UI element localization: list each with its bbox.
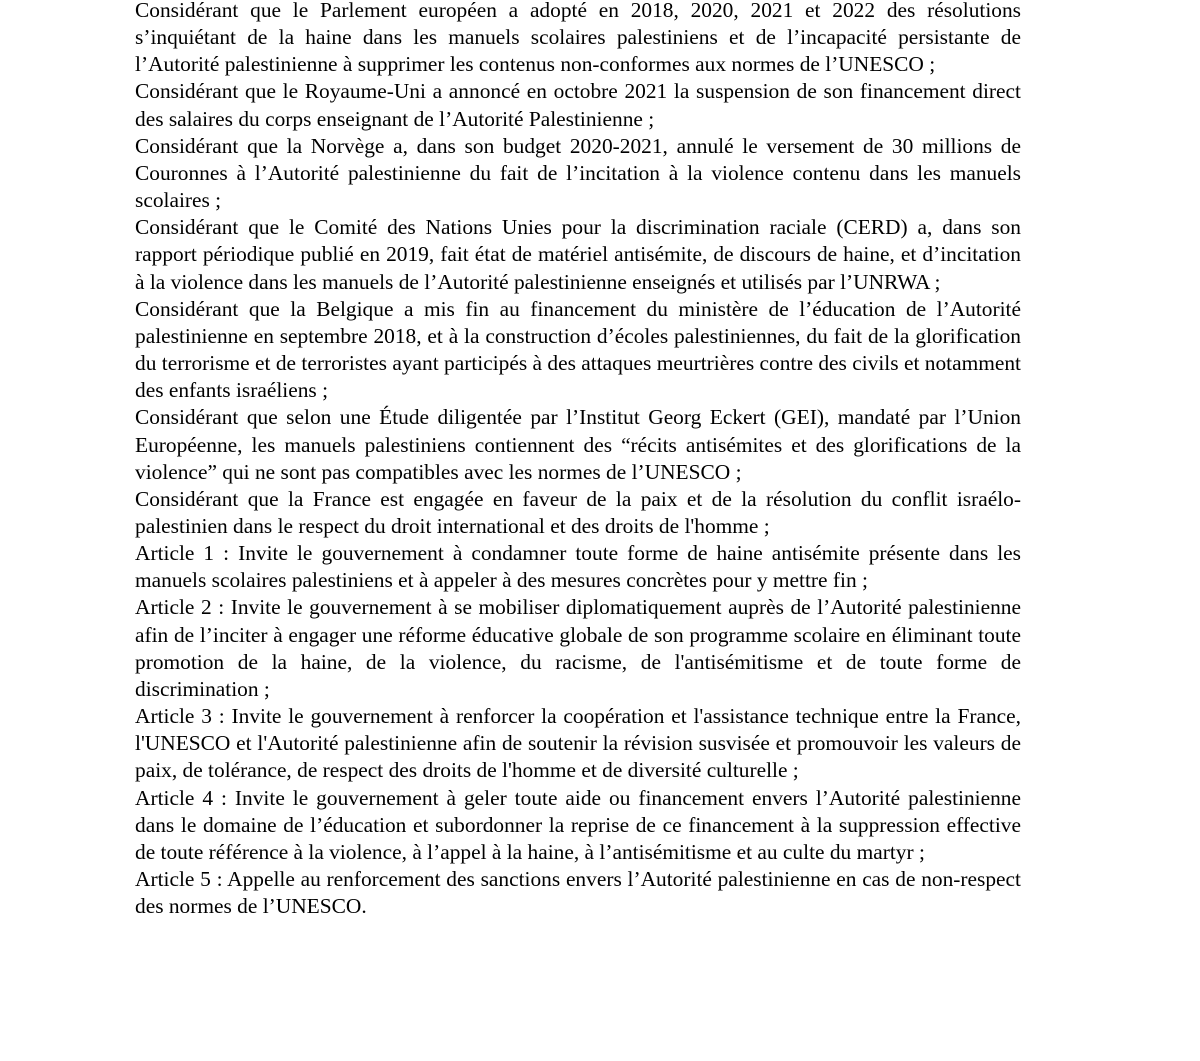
article-4: Article 4 : Invite le gouvernement à geler toute aide ou financement envers l’Autorité palestinienne dans le domaine de l’éducation et subordonner la reprise de ce financement à la suppression effective de toute référence à la violence, à l’appel à la haine, à l’antisémitisme et au culte du martyr ; — [135, 785, 1021, 864]
considerant-france: Considérant que la France est engagée en faveur de la paix et de la résolution du conflit israélo-palestinien dans le respect du droit international et des droits de l'homme ; — [135, 486, 1021, 538]
article-5: Article 5 : Appelle au renforcement des sanctions envers l’Autorité palestinienne en cas de non-respect des normes de l’UNESCO. — [135, 867, 1021, 919]
considerant-royaume-uni: Considérant que le Royaume-Uni a annoncé en octobre 2021 la suspension de son financement direct des salaires du corps enseignant de l’Autorité Palestinienne ; — [135, 79, 1021, 131]
considerant-parlement-europeen: Considérant que le Parlement européen a adopté en 2018, 2020, 2021 et 2022 des résolutions s’inquiétant de la haine dans les manuels scolaires palestiniens et de l’incapacité persistante de l’Autorité palestinienne à supprimer les contenus non-conformes aux normes de l’UNESCO ; — [135, 0, 1021, 77]
document-body — [135, 0, 1021, 920]
article-3: Article 3 : Invite le gouvernement à renforcer la coopération et l'assistance technique entre la France, l'UNESCO et l'Autorité palestinienne afin de soutenir la révision susvisée et promouvoir les valeurs de paix, de tolérance, de respect des droits de l'homme et de diversité culturelle ; — [135, 704, 1021, 783]
considerant-cerd: Considérant que le Comité des Nations Unies pour la discrimination raciale (CERD) a, dans son rapport périodique publié en 2019, fait état de matériel antisémite, de discours de haine, et d’incitation à la violence dans les manuels de l’Autorité palestinienne enseignés et utilisés par l’UNRWA ; — [135, 215, 1021, 294]
considerant-etude-gei: Considérant que selon une Étude diligentée par l’Institut Georg Eckert (GEI), mandaté par l’Union Européenne, les manuels palestiniens contiennent des “récits antisémites et des glorifications de la violence” qui ne sont pas compatibles avec les normes de l’UNESCO ; — [135, 405, 1021, 484]
considerant-belgique: Considérant que la Belgique a mis fin au financement du ministère de l’éducation de l’Autorité palestinienne en septembre 2018, et à la construction d’écoles palestiniennes, du fait de la glorification du terrorisme et de terroristes ayant participés à des attaques meurtrières contre des civils et notamment des enfants israéliens ; — [135, 296, 1021, 403]
considerant-norvege: Considérant que la Norvège a, dans son budget 2020-2021, annulé le versement de 30 millions de Couronnes à l’Autorité palestinienne du fait de l’incitation à la violence contenu dans les manuels scolaires ; — [135, 133, 1021, 213]
article-1: Article 1 : Invite le gouvernement à condamner toute forme de haine antisémite présente dans les manuels scolaires palestiniens et à appeler à des mesures concrètes pour y mettre fin ; — [135, 541, 1021, 593]
article-2: Article 2 : Invite le gouvernement à se mobiliser diplomatiquement auprès de l’Autorité palestinienne afin de l’inciter à engager une réforme éducative globale de son programme scolaire en éliminant toute promotion de la haine, de la violence, du racisme, de l'antisémitisme et de toute forme de discrimination ; — [135, 595, 1021, 701]
